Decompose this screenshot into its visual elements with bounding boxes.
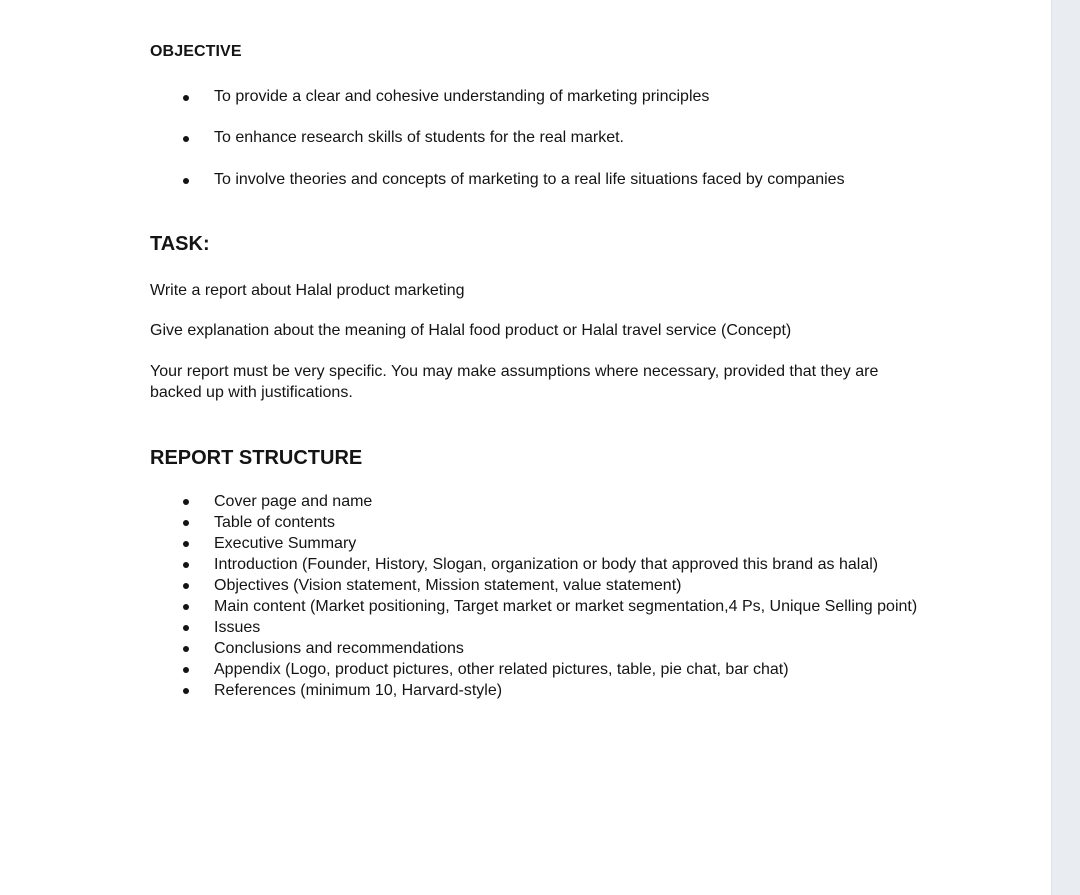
report-structure-item (0, 617, 1000, 638)
report-structure-item (0, 638, 1000, 659)
report-structure-item-text: Cover page and name (214, 493, 373, 510)
report-structure-item-text: Objectives (Vision statement, Mission statement, value statement) (214, 577, 682, 594)
report-structure-item (0, 512, 1000, 533)
report-structure-item-text: Issues (214, 619, 261, 636)
report-structure-item-text: Appendix (Logo, product pictures, other related pictures, table, pie chat, bar chat) (214, 661, 789, 678)
bullet-icon (183, 688, 189, 694)
report-structure-item (0, 680, 1000, 701)
bullet-icon (183, 499, 189, 505)
viewer-side-panel[interactable] (1051, 0, 1080, 895)
objective-list-item (0, 170, 1000, 192)
objective-item-text: To involve theories and concepts of marketing to a real life situations faced by companies (214, 171, 845, 188)
report-structure-item-text: Table of contents (214, 514, 335, 531)
report-structure-item (0, 554, 1000, 575)
report-structure-item-text: Executive Summary (214, 535, 357, 552)
bullet-icon (183, 562, 189, 568)
report-structure-item-text: Conclusions and recommendations (214, 640, 464, 657)
report-structure-item-text: References (minimum 10, Harvard-style) (214, 682, 503, 699)
bullet-icon (183, 604, 189, 610)
bullet-icon (183, 646, 189, 652)
bullet-icon (183, 541, 189, 547)
task-paragraph: Give explanation about the meaning of Halal food product or Halal travel service (Concept) (150, 322, 792, 339)
objective-item-text: To provide a clear and cohesive understanding of marketing principles (214, 88, 710, 105)
report-structure-list (0, 491, 1000, 701)
bullet-icon (183, 520, 189, 526)
bullet-icon (183, 667, 189, 673)
report-structure-item (0, 659, 1000, 680)
bullet-icon (183, 625, 189, 631)
report-structure-item (0, 533, 1000, 554)
report-structure-heading: REPORT STRUCTURE (150, 447, 363, 469)
report-structure-item (0, 575, 1000, 596)
bullet-icon (183, 136, 189, 142)
task-paragraph: Write a report about Halal product marketing (150, 282, 465, 299)
objective-list-item (0, 128, 1000, 150)
task-paragraph: Your report must be very specific. You may make assumptions where necessary, provided that they are backed up with justifications. (150, 363, 879, 401)
report-structure-item (0, 491, 1000, 512)
objective-item-text: To enhance research skills of students for the real market. (214, 129, 624, 146)
objective-heading: OBJECTIVE (150, 43, 242, 60)
bullet-icon (183, 95, 189, 101)
bullet-icon (183, 583, 189, 589)
task-heading: TASK: (150, 233, 210, 255)
objective-list-item (0, 87, 1000, 109)
report-structure-item-text: Introduction (Founder, History, Slogan, organization or body that approved this brand as halal) (214, 556, 879, 573)
bullet-icon (183, 178, 189, 184)
report-structure-item (0, 596, 1000, 617)
report-structure-item-text: Main content (Market positioning, Target market or market segmentation,4 Ps, Unique Selling point) (214, 598, 918, 615)
